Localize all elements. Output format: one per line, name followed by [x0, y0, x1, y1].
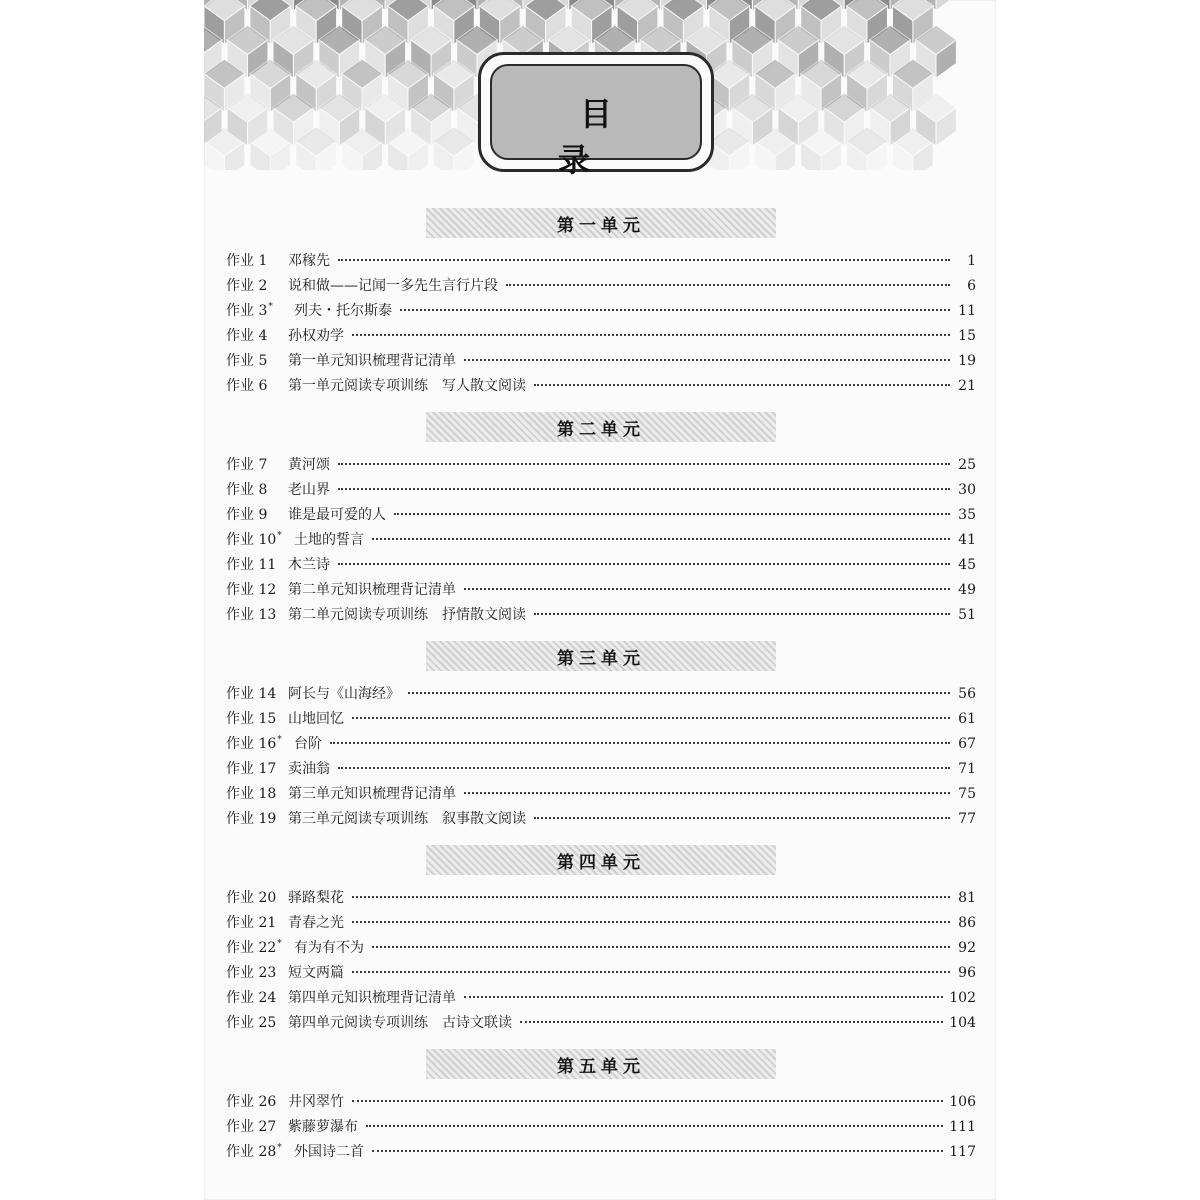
entry-label: 作业 5	[226, 353, 268, 369]
dot-leader	[408, 692, 950, 694]
toc-entry	[226, 375, 976, 400]
toc-entry-list	[226, 887, 976, 1037]
dot-leader	[338, 463, 950, 465]
entry-page-number: 117	[949, 1144, 976, 1160]
unit-heading-band	[426, 208, 776, 238]
entry-label: 作业 27	[226, 1119, 277, 1135]
unit-heading: 第二单元	[557, 420, 645, 440]
entry-number	[226, 1091, 288, 1111]
entry-label: 作业 28	[226, 1144, 277, 1160]
toc-entry	[226, 250, 976, 275]
entry-number	[226, 708, 288, 728]
toc-entry	[226, 808, 976, 833]
entry-number	[226, 937, 294, 957]
entry-label: 作业 21	[226, 915, 277, 931]
entry-number	[226, 554, 288, 574]
entry-title: 驿路梨花	[288, 890, 344, 906]
entry-title: 阿长与《山海经》	[288, 686, 400, 702]
dot-leader	[534, 384, 950, 386]
dot-leader	[352, 921, 950, 923]
entry-number	[226, 275, 288, 295]
entry-label: 作业 17	[226, 761, 277, 777]
entry-number	[226, 1116, 288, 1136]
unit-heading: 第四单元	[557, 853, 645, 873]
entry-title: 短文两篇	[288, 965, 344, 981]
toc-unit	[226, 1037, 976, 1166]
unit-heading-band	[426, 845, 776, 875]
entry-page-number: 51	[958, 607, 976, 623]
entry-title: 第三单元阅读专项训练 叙事散文阅读	[288, 811, 526, 827]
entry-page-number: 102	[949, 990, 976, 1006]
entry-title: 山地回忆	[288, 711, 344, 727]
entry-number	[226, 350, 288, 370]
entry-number	[226, 604, 288, 624]
entry-number	[226, 912, 288, 932]
entry-label: 作业 3	[226, 303, 268, 319]
toc-unit	[226, 400, 976, 629]
entry-title: 青春之光	[288, 915, 344, 931]
toc-entry	[226, 987, 976, 1012]
entry-page-number: 71	[958, 761, 976, 777]
entry-label: 作业 14	[226, 686, 277, 702]
toc-entry	[226, 683, 976, 708]
dot-leader	[330, 742, 950, 744]
entry-page-number: 11	[958, 303, 976, 319]
dot-leader	[352, 971, 950, 973]
entry-label: 作业 22	[226, 940, 277, 956]
toc-entry	[226, 325, 976, 350]
unit-heading-band	[426, 641, 776, 671]
entry-label: 作业 10	[226, 532, 277, 548]
toc-unit	[226, 629, 976, 833]
dot-leader	[352, 896, 950, 898]
entry-page-number: 75	[958, 786, 976, 802]
dot-leader	[520, 1021, 943, 1023]
toc-entry	[226, 912, 976, 937]
entry-title: 台阶	[294, 736, 322, 752]
dot-leader	[372, 538, 950, 540]
dot-leader	[534, 817, 950, 819]
entry-label: 作业 16	[226, 736, 277, 752]
entry-page-number: 77	[958, 811, 976, 827]
entry-title: 土地的誓言	[294, 532, 364, 548]
toc-entry	[226, 1141, 976, 1166]
toc-entry	[226, 1012, 976, 1037]
entry-number	[226, 250, 288, 270]
entry-label: 作业 1	[226, 253, 268, 269]
entry-title: 谁是最可爱的人	[288, 507, 386, 523]
entry-title: 第四单元阅读专项训练 古诗文联读	[288, 1015, 512, 1031]
dot-leader	[464, 792, 950, 794]
toc-entry-list	[226, 454, 976, 629]
dot-leader	[394, 513, 950, 515]
dot-leader	[338, 563, 950, 565]
dot-leader	[338, 767, 950, 769]
entry-label: 作业 24	[226, 990, 277, 1006]
toc-entry	[226, 708, 976, 733]
entry-number	[226, 808, 288, 828]
toc-entry	[226, 579, 976, 604]
toc-entry-list	[226, 683, 976, 833]
entry-page-number: 92	[958, 940, 976, 956]
dot-leader	[372, 946, 950, 948]
unit-heading: 第三单元	[557, 649, 645, 669]
entry-title: 第二单元知识梳理背记清单	[288, 582, 456, 598]
entry-label: 作业 12	[226, 582, 277, 598]
page-title: 目 录	[557, 95, 656, 179]
entry-title: 有为有不为	[294, 940, 364, 956]
entry-page-number: 19	[958, 353, 976, 369]
toc-entry	[226, 300, 976, 325]
dot-leader	[464, 996, 943, 998]
entry-page-number: 104	[949, 1015, 976, 1031]
entry-page-number: 1	[967, 253, 976, 269]
entry-number	[226, 733, 294, 753]
entry-title: 列夫・托尔斯泰	[294, 303, 392, 319]
toc-entry	[226, 275, 976, 300]
entry-title: 第二单元阅读专项训练 抒情散文阅读	[288, 607, 526, 623]
dot-leader	[366, 1125, 943, 1127]
entry-page-number: 86	[958, 915, 976, 931]
entry-number	[226, 1012, 288, 1032]
dot-leader	[338, 488, 950, 490]
entry-number	[226, 987, 288, 1007]
toc-entry	[226, 1091, 976, 1116]
toc-entry	[226, 479, 976, 504]
banner-cube-face	[936, 0, 956, 10]
entry-label: 作业 23	[226, 965, 277, 981]
entry-page-number: 61	[958, 711, 976, 727]
elective-mark: *	[277, 939, 282, 949]
toc-unit	[226, 208, 976, 400]
entry-number	[226, 962, 288, 982]
entry-title: 紫藤萝瀑布	[288, 1119, 358, 1135]
entry-title: 邓稼先	[288, 253, 330, 269]
entry-label: 作业 7	[226, 457, 268, 473]
toc-unit	[226, 833, 976, 1037]
entry-number	[226, 783, 288, 803]
entry-page-number: 41	[958, 532, 976, 548]
dot-leader	[372, 1150, 943, 1152]
entry-title: 第一单元知识梳理背记清单	[288, 353, 456, 369]
entry-title: 井冈翠竹	[288, 1094, 344, 1110]
toc-entry	[226, 962, 976, 987]
entry-page-number: 35	[958, 507, 976, 523]
entry-number	[226, 504, 288, 524]
entry-page-number: 21	[958, 378, 976, 394]
entry-number	[226, 300, 294, 320]
elective-mark: *	[277, 1143, 282, 1153]
toc-entry	[226, 733, 976, 758]
entry-title: 外国诗二首	[294, 1144, 364, 1160]
entry-number	[226, 529, 294, 549]
entry-number	[226, 1141, 294, 1161]
dot-leader	[352, 1100, 943, 1102]
entry-title: 木兰诗	[288, 557, 330, 573]
unit-heading: 第一单元	[557, 216, 645, 236]
entry-page-number: 30	[958, 482, 976, 498]
toc-entry	[226, 1116, 976, 1141]
dot-leader	[534, 613, 950, 615]
dot-leader	[506, 284, 950, 286]
unit-heading: 第五单元	[557, 1057, 645, 1077]
entry-page-number: 67	[958, 736, 976, 752]
entry-title: 黄河颂	[288, 457, 330, 473]
entry-page-number: 15	[958, 328, 976, 344]
toc-entry-list	[226, 1091, 976, 1166]
elective-mark: *	[277, 735, 282, 745]
dot-leader	[338, 259, 950, 261]
entry-page-number: 25	[958, 457, 976, 473]
unit-heading-band	[426, 1049, 776, 1079]
entry-label: 作业 9	[226, 507, 268, 523]
dot-leader	[352, 334, 950, 336]
entry-number	[226, 758, 288, 778]
entry-page-number: 56	[958, 686, 976, 702]
dot-leader	[464, 588, 950, 590]
elective-mark: *	[268, 302, 273, 312]
entry-title: 说和做——记闻一多先生言行片段	[288, 278, 498, 294]
entry-title: 第三单元知识梳理背记清单	[288, 786, 456, 802]
unit-heading-band	[426, 412, 776, 442]
table-of-contents	[226, 208, 976, 1166]
toc-entry	[226, 937, 976, 962]
toc-entry	[226, 887, 976, 912]
entry-number	[226, 683, 288, 703]
entry-page-number: 45	[958, 557, 976, 573]
entry-label: 作业 15	[226, 711, 277, 727]
entry-number	[226, 887, 288, 907]
entry-label: 作业 4	[226, 328, 268, 344]
entry-label: 作业 8	[226, 482, 268, 498]
toc-entry	[226, 604, 976, 629]
toc-entry	[226, 504, 976, 529]
toc-entry	[226, 454, 976, 479]
dot-leader	[352, 717, 950, 719]
entry-title: 卖油翁	[288, 761, 330, 777]
dot-leader	[464, 359, 950, 361]
entry-page-number: 111	[949, 1119, 976, 1135]
toc-entry-list	[226, 250, 976, 400]
entry-page-number: 6	[967, 278, 976, 294]
entry-page-number: 49	[958, 582, 976, 598]
entry-title: 第四单元知识梳理背记清单	[288, 990, 456, 1006]
entry-page-number: 96	[958, 965, 976, 981]
entry-title: 第一单元阅读专项训练 写人散文阅读	[288, 378, 526, 394]
entry-number	[226, 375, 288, 395]
entry-label: 作业 6	[226, 378, 268, 394]
entry-title: 孙权劝学	[288, 328, 344, 344]
title-frame	[478, 52, 714, 179]
entry-number	[226, 454, 288, 474]
elective-mark: *	[277, 531, 282, 541]
entry-label: 作业 13	[226, 607, 277, 623]
entry-page-number: 81	[958, 890, 976, 906]
entry-label: 作业 11	[226, 557, 277, 573]
entry-label: 作业 2	[226, 278, 268, 294]
dot-leader	[400, 309, 950, 311]
entry-number	[226, 325, 288, 345]
entry-number	[226, 579, 288, 599]
entry-label: 作业 20	[226, 890, 277, 906]
toc-entry	[226, 529, 976, 554]
toc-entry	[226, 350, 976, 375]
entry-page-number: 106	[949, 1094, 976, 1110]
entry-number	[226, 479, 288, 499]
entry-label: 作业 26	[226, 1094, 277, 1110]
toc-entry	[226, 554, 976, 579]
entry-label: 作业 25	[226, 1015, 277, 1031]
entry-label: 作业 19	[226, 811, 277, 827]
entry-title: 老山界	[288, 482, 330, 498]
toc-entry	[226, 783, 976, 808]
toc-entry	[226, 758, 976, 783]
entry-label: 作业 18	[226, 786, 277, 802]
